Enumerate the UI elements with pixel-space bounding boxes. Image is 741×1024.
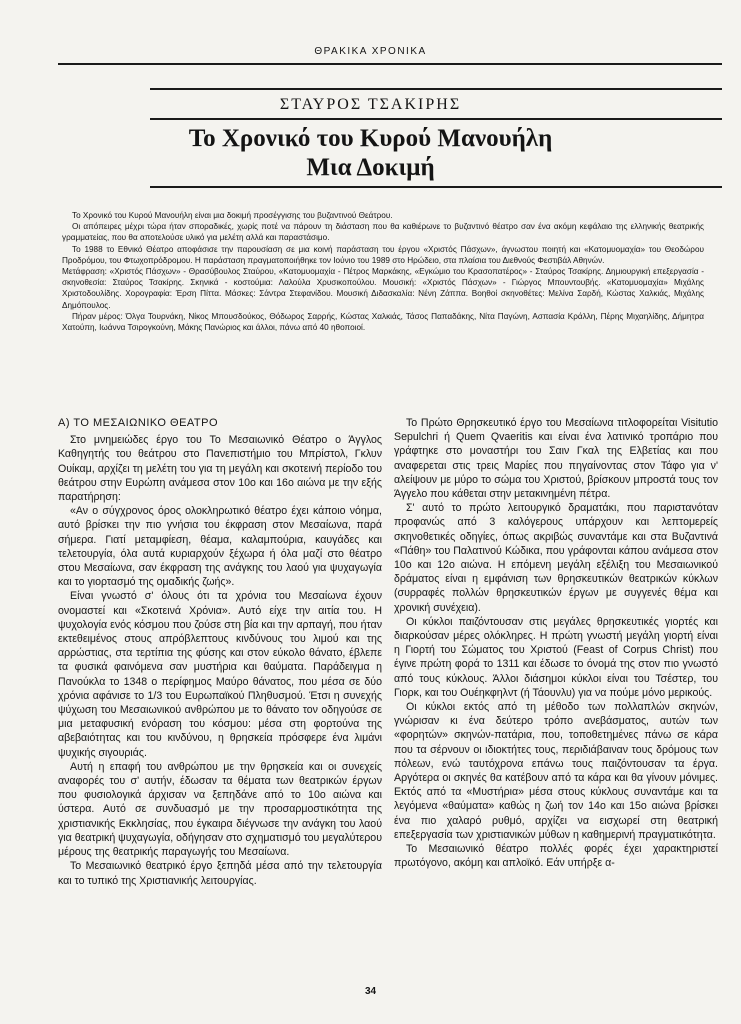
running-header: ΘΡΑΚΙΚΑ ΧΡΟΝΙΚΑ bbox=[314, 46, 427, 57]
title-rule-middle bbox=[150, 118, 722, 120]
credits-paragraph: Μετάφραση: «Χριστός Πάσχων» - Θρασύβουλος Σταύρου, «Κατομυομαχία - Πέτρος Μαρκάκης, «Εγκώμιο του Κρασοπατέρος» - Σταύρος Τσακίρης. Δημιουργική επεξεργασία - σκηνοθεσία: Σταύρος Τσακίρης. Σκηνικά - κοστούμια: Λαλούλα Χρυσικοπούλου. Μουσική: «Χριστός Πάσχων» - Γιώργος Μπουντουβής. «Κατομυομαχία» Μιχάλης Χριστοδουλίδης. Χορογραφία: Έρση Πίττα. Μάσκες: Σάντρα Στεφανίδου. Μουσική Διδασκαλία: Νένη Ζάππα. Βοηθοί σκηνοθέτες: Μελίνα Σαρδή, Κώστας Χαλκιάς, Μιχάλης Δημόπουλος. bbox=[62, 267, 704, 310]
cast-paragraph: Πήραν μέρος: Όλγα Τουρνάκη, Νίκος Μπουσδούκος, Θόδωρος Σαρρής, Κώστας Χαλκιάς, Τάσος Παπαδάκης, Νίτα Παγώνη, Ασπασία Κράλλη, Πέρης Μιχαηλίδης, Δήμητρα Χατούπη, Ιωάννα Τσιρογκούνη, Μάκης Πανώριος και άλλοι, πάνω από 40 ηθοποιοί. bbox=[62, 311, 704, 333]
intro-paragraph: Το 1988 το Εθνικό Θέατρο αποφάσισε την παρουσίαση σε μια κοινή παράσταση του έργου «Χριστός Πάσχων», άγνωστου ποιητή και «Κατομυομαχία» του Θεοδώρου Προδρόμου, του Φτωχοπρόδρομου. Η παράσταση πραγματοποιήθηκε τον Ιούνιο του 1989 στο Ηρώδειο, στα πλαίσια του Διεθνούς Φεστιβάλ Αθηνών. bbox=[62, 244, 704, 265]
article-author: ΣΤΑΥΡΟΣ ΤΣΑΚΙΡΗΣ bbox=[279, 96, 462, 113]
title-rule-bottom bbox=[150, 186, 722, 188]
intro-paragraph: Το Χρονικό του Κυρού Μανουήλη είναι μια δοκιμή προσέγγισης του βυζαντινού Θεάτρου. bbox=[72, 211, 393, 220]
body-paragraph: Στο μνημειώδες έργο του Το Μεσαιωνικό Θέατρο ο Άγγλος Καθηγητής του θεάτρου στο Πανεπιστήμιο του Μπρίστολ, Γκλυν Ουίκαμ, αρχίζει τη μελέτη του για τη μεγάλη και σκοτεινή περίοδο του θεάτρου στην Ευρώπη ανάμεσα στον 10ο και 16ο αιώνα με την εξής παρατήρηση: bbox=[58, 434, 382, 504]
right-column bbox=[394, 416, 718, 871]
section-heading: Α) ΤΟ ΜΕΣΑΙΩΝΙΚΟ ΘΕΑΤΡΟ bbox=[58, 417, 219, 429]
body-paragraph: Το Μεσαιωνικό θεατρικό έργο ξεπηδά μέσα από την τελετουργία και το τυπικό της Χριστιανικής λειτουργίας. bbox=[58, 860, 382, 887]
intro-paragraph: Οι απόπειρες μέχρι τώρα ήταν σποραδικές, χωρίς ποτέ να πάρουν τη διάσταση που θα καθιέρωνε το βυζαντινό θέατρο σαν ένα ακόμη κεφάλαιο της ελληνικής θεατρικής γραμματείας, που θα αποτελούσε υλικό για μελέτη αλλά και παραστάσιμο. bbox=[62, 222, 704, 243]
body-paragraph: Το Πρώτο Θρησκευτικό έργο του Μεσαίωνα τιτλοφορείται Visitutio Sepulchri ή Quem Qvaeritis και είναι ένα λατινικό τροπάριο που γράφτηκε στο μοναστήρι του Σαιν Γκαλ της Ελβετίας και που αναφερεται στις τρεις Μαρίες που πηγαίνοντας στον Τάφο για ν' αλείψουν με μύρο το σώμα του Χριστού, βρίσκουν μπροστά τους τον Άγγελο που κάθεται στην μετακινημένη πέτρα. bbox=[394, 417, 718, 501]
article-title-line-2: Μια Δοκιμή bbox=[306, 154, 435, 181]
body-paragraph: Αυτή η επαφή του ανθρώπου με την θρησκεία και οι συνεχείς αναφορές του σ' αυτήν, έδωσαν τα θέματα των θεατρικών έργων που φυσιολογικά άρχισαν να ξεπηδάνε από το 10ο αιώνα και ύστερα. Αυτό σε συνδυασμό με την προσαρμοστικότητα της χριστιανικής Εκκλησίας, που έγκαιρα διέγνωσε την ανάγκη του λαού για θεατρική ψυχαγωγία, οδήγησαν στο σχηματισμό του μεγαλύτερου μέρους της θεατρικής παραγωγής του Μεσαίωνα. bbox=[58, 760, 382, 859]
intro-abstract bbox=[62, 210, 704, 333]
header-rule bbox=[58, 63, 722, 65]
body-paragraph: Οι κύκλοι εκτός από τη μέθοδο των πολλαπλών σκηνών, γνώρισαν κι ένα δεύτερο τρόπο ανεβάσματος, αυτών των «φορητών» σκηνών-πατάρια, που, τοποθετημένες πάνω σε κάρα που τα σέρνουν οι ιδιοκτήτες τους, περιδιάβαιναν τους δρόμους των πόλεων, ενώ ταυτόχρονα επάνω τους παιζόντουσαν τα έργα. Αργότερα οι σκηνές θα κατέβουν από τα κάρα και θα γίνουν μόνιμες. Εκτός από τα «Μυστήρια» μέσα στους κύκλους συναντάμε και τα λεγόμενα «θαύματα» καθώς η ζωή τον 14ο και 15ο αιώνα βρίσκει ένα πιο χαλαρό ρυθμό, αρχίζει να εισχωρεί στη θεατρική επεξεργασία των χριστιανικών μύθων η καθημερινή πραγματικότητα. bbox=[394, 701, 718, 841]
article-title-line-1: Το Χρονικό του Κυρού Μανουήλη bbox=[188, 125, 553, 152]
body-paragraph: Οι κύκλοι παιζόντουσαν στις μεγάλες θρησκευτικές γιορτές και διαρκούσαν μέρες ολόκληρες. Η πρώτη γνωστή μεγάλη γιορτή είναι η Γιορτή του Σώματος του Χριστού (Feast of Corpus Christ) που έγινε πρώτη φορά το 1311 και έδωσε το όνομά της στον πιο γνωστό από τους κύκλους. Άλλοι διάσημοι κύκλοι είναι του Τσέστερ, του Γιορκ, και του Ουέηκφηλντ (ή Τάουνλυ) για να πούμε μόνο μερικούς. bbox=[394, 615, 718, 699]
body-paragraph: «Αν ο σύγχρονος όρος ολοκληρωτικό θέατρο έχει κάποιο νόημα, αυτό βρίσκει την πιο γνήσια του έκφραση στον Μεσαίωνα, παρά σήμερα. Γιατί μεταμφίεση, θέαμα, καλαμπούρια, καυγάδες και τελετουργία, όλα αυτά κυριαρχούν ξέχωρα ή όλα μαζί στο θέατρο στου Μεσαίωνα, σαν έκφραση της ανάγκης του λαού για ψυχαγωγία και το γιορτασμό της ομαδικής ζωής». bbox=[58, 505, 382, 589]
left-column bbox=[58, 416, 382, 888]
page-number: 34 bbox=[364, 986, 377, 997]
body-paragraph: Το Μεσαιωνικό θέατρο πολλές φορές έχει χαρακτηριστεί πρωτόγονο, ακόμη και απλοϊκό. Εάν υπήρξε α- bbox=[394, 843, 718, 870]
body-paragraph: Είναι γνωστό σ' όλους ότι τα χρόνια του Μεσαίωνα έχουν ονομαστεί και «Σκοτεινά Χρόνια». Αυτό είχε την αιτία του. Η ψυχολογία ενός κόσμου που ζούσε στη βία και την αρπαγή, που ήταν εκτεθειμένος στους απρόβλεπτους κινδύνους του λιμού και της αρρώστιας, στα τερτίπια της φύσης και στον εύκολο θάνατο, έβλεπε τα φυσικά φαινόμενα σαν μυστήρια και θαύματα. Παράδειγμα η Πανούκλα το 1348 ο περίφημος Μαύρο θάνατος, που μέσα σε δύο χρόνια αφάνισε το 1/3 του Ευρωπαϊκού Πληθυσμού. Έτσι η συνεχής ψύχωση του Μεσαιωνικού ανθρώπου με το θάνατο τον οδηγούσε σε μια μεταφυσική ενόραση του κόσμου: μέσα στη φορτούνα της αβεβαιότητας και του κινδύνου, η θρησκεία πρόσφερε ένα λιμάνι ψυχικής σιγουριάς. bbox=[58, 590, 382, 759]
title-rule-top bbox=[150, 88, 722, 90]
article-title bbox=[0, 124, 741, 182]
body-paragraph: Σ' αυτό το πρώτο λειτουργικό δραματάκι, που παριστανόταν προφανώς από 3 καλόγερους υπάρχουν και λεπτομερείς σκηνοθετικές οδηγίες, όπως ακριβώς συναντάμε και στα Βυζαντινά «Πάθη» του Παλατινού Κώδικα, που γράφονται κάπου ανάμεσα στον 10ο και 12ο αιώνα. Η επόμενη μεγάλη εξέλιξη του Μεσαιωνικού δράματος είναι η εμφάνιση των θρησκευτικών θεατρικών κύκλων (συρραφές πολλών θρησκευτικών έργων με συγγενές θέμα και χρονική συνέχεια). bbox=[394, 502, 718, 614]
